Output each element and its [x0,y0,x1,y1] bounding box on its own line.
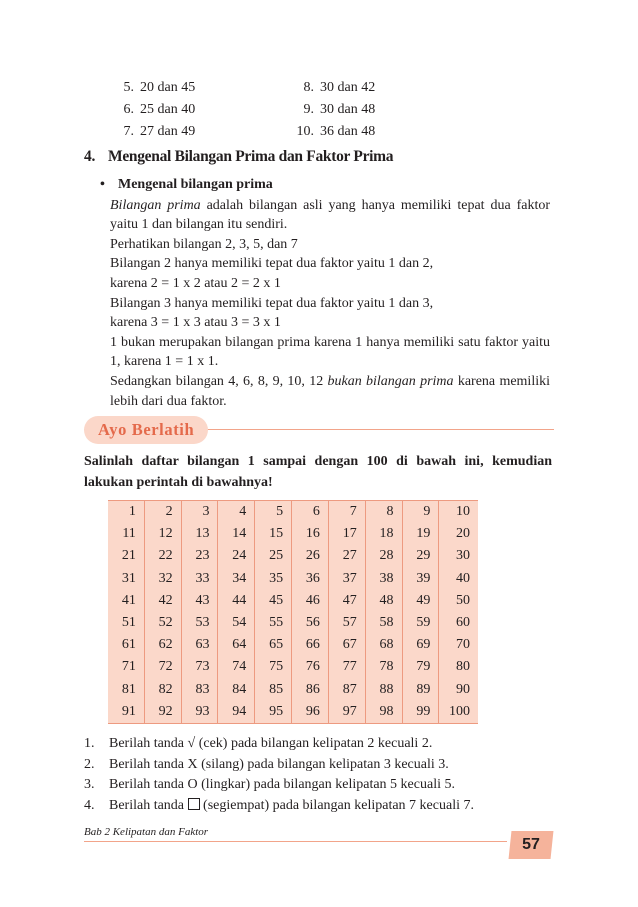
grid-cell: 59 [402,612,439,634]
table-row [108,634,478,656]
section-title: Mengenal Bilangan Prima dan Faktor Prima [108,148,394,165]
list-item [114,122,195,142]
grid-cell: 28 [365,545,402,567]
grid-cell: 90 [439,679,478,701]
task-number: 2. [84,756,95,772]
grid-cell: 2 [144,501,181,523]
grid-cell: 71 [121,659,136,675]
task-list [84,734,554,816]
grid-cell: 99 [402,701,439,723]
item-text: 30 dan 48 [320,102,376,117]
grid-cell: 21 [121,548,136,564]
table-row [108,656,478,678]
grid-cell: 61 [121,637,136,653]
body-line: Perhatikan bilangan 2, 3, 5, dan 7 [110,236,298,252]
table-row [108,545,478,567]
page-number-tab [509,831,554,859]
grid-cell: 97 [328,701,365,723]
grid-cell: 13 [181,523,218,545]
grid-cell: 45 [255,590,292,612]
grid-cell: 78 [365,656,402,678]
grid-cell: 88 [365,679,402,701]
grid-cell: 74 [218,656,255,678]
grid-cell: 93 [181,701,218,723]
list-item [114,78,195,98]
page-number: 57 [522,836,540,853]
grid-cell: 72 [144,656,181,678]
list-item [294,122,375,142]
grid-cell: 96 [292,701,329,723]
task-item [84,796,554,817]
grid-cell: 20 [439,523,478,545]
grid-cell: 26 [292,545,329,567]
grid-cell: 25 [255,545,292,567]
grid-cell: 89 [402,679,439,701]
grid-cell: 55 [255,612,292,634]
grid-cell: 22 [144,545,181,567]
grid-cell: 75 [255,656,292,678]
grid-cell: 23 [181,545,218,567]
list-item [294,100,375,120]
task-number: 3. [84,777,95,792]
body-paragraph [110,372,550,411]
exercise-badge: Ayo Berlatih [84,416,208,444]
table-row [108,501,478,523]
task-text: Berilah tanda X (silang) pada bilangan kelipatan 3 kecuali 3. [109,756,449,772]
table-row [108,590,478,612]
grid-cell: 67 [328,634,365,656]
grid-cell: 56 [292,612,329,634]
definition-text: adalah bilangan asli yang hanya memiliki tepat dua faktor yaitu 1 dan bilangan itu sendiri. [110,197,550,233]
grid-cell: 100 [439,701,478,723]
grid-cell: 46 [292,590,329,612]
grid-cell: 85 [255,679,292,701]
grid-cell: 43 [181,590,218,612]
grid-cell: 95 [255,701,292,723]
task-text: Berilah tanda [109,797,188,813]
grid-cell: 3 [181,501,218,523]
grid-cell: 38 [365,568,402,590]
grid-cell: 94 [218,701,255,723]
grid-cell: 37 [328,568,365,590]
grid-cell: 49 [402,590,439,612]
grid-cell: 54 [218,612,255,634]
table-row [108,612,478,634]
grid-cell: 15 [255,523,292,545]
item-number: 10. [296,124,314,139]
item-text: 27 dan 49 [140,124,196,139]
task-item [84,755,554,776]
grid-cell: 16 [292,523,329,545]
grid-cell: 62 [144,634,181,656]
body-line: karena 2 = 1 x 2 atau 2 = 2 x 1 [110,275,281,291]
grid-cell: 10 [439,501,478,523]
grid-cell: 84 [218,679,255,701]
task-text: Berilah tanda O (lingkar) pada bilangan kelipatan 5 kecuali 5. [109,777,455,792]
body-line: karena 3 = 1 x 3 atau 3 = 3 x 1 [110,315,281,331]
grid-cell: 70 [439,634,478,656]
grid-cell: 52 [144,612,181,634]
grid-cell: 51 [121,615,136,631]
exercise-instruction: Salinlah daftar bilangan 1 sampai dengan 100 di bawah ini, kemudian lakukan perintah di bawahnya! [84,454,552,490]
grid-cell: 12 [144,523,181,545]
grid-cell: 9 [402,501,439,523]
subheading [100,175,550,195]
grid-cell: 66 [292,634,329,656]
grid-cell: 69 [402,634,439,656]
grid-cell: 39 [402,568,439,590]
grid-cell: 92 [144,701,181,723]
grid-cell: 48 [365,590,402,612]
grid-cell: 6 [292,501,329,523]
section-heading [84,148,393,166]
grid-cell: 30 [439,545,478,567]
grid-cell: 34 [218,568,255,590]
grid-cell: 76 [292,656,329,678]
number-grid [108,500,478,724]
definition-term: Bilangan prima [110,197,201,213]
grid-cell: 42 [144,590,181,612]
bullet-icon: • [100,177,105,192]
task-text: (segiempat) pada bilangan kelipatan 7 kecuali 7. [199,797,474,813]
grid-cell: 65 [255,634,292,656]
grid-cell: 81 [121,681,136,697]
item-number: 7. [123,124,134,139]
item-text: 25 dan 40 [140,102,196,117]
grid-cell: 1 [128,504,136,520]
grid-cell: 63 [181,634,218,656]
body-paragraph: 1 bukan merupakan bilangan prima karena 1 hanya memiliki satu faktor yaitu 1, karena 1 = 1 x 1. [110,334,550,370]
section-body [98,175,550,411]
subheading-text: Mengenal bilangan prima [118,177,273,192]
grid-cell: 24 [218,545,255,567]
grid-cell: 7 [328,501,365,523]
grid-cell: 44 [218,590,255,612]
table-row [108,568,478,590]
grid-cell: 91 [121,703,136,719]
grid-cell: 50 [439,590,478,612]
grid-cell: 68 [365,634,402,656]
task-number: 1. [84,736,95,751]
grid-cell: 79 [402,656,439,678]
grid-cell: 87 [328,679,365,701]
grid-cell: 27 [328,545,365,567]
emphasis-text: bukan bilangan prima [327,373,454,389]
grid-cell: 41 [121,592,136,608]
grid-cell: 77 [328,656,365,678]
grid-cell: 80 [439,656,478,678]
grid-cell: 11 [122,526,136,542]
item-number: 8. [303,80,314,95]
grid-cell: 35 [255,568,292,590]
grid-cell: 36 [292,568,329,590]
task-item [84,775,554,796]
paragraph-text: Sedangkan bilangan 4, 6, 8, 9, 10, 12 [110,373,328,389]
grid-cell: 19 [402,523,439,545]
table-row [108,523,478,545]
task-item [84,734,554,755]
item-number: 5. [123,80,134,95]
grid-cell: 58 [365,612,402,634]
grid-cell: 98 [365,701,402,723]
chapter-footer: Bab 2 Kelipatan dan Faktor [84,826,209,838]
grid-cell: 17 [328,523,365,545]
grid-cell: 83 [181,679,218,701]
grid-cell: 29 [402,545,439,567]
grid-cell: 32 [144,568,181,590]
square-outline-icon [188,798,200,810]
item-number: 6. [123,102,134,117]
number-table [108,501,478,723]
item-text: 20 dan 45 [140,80,196,95]
exercise-header [84,416,554,444]
grid-cell: 33 [181,568,218,590]
task-text: Berilah tanda √ (cek) pada bilangan kelipatan 2 kecuali 2. [109,736,433,751]
list-item [114,100,195,120]
grid-cell: 31 [121,570,136,586]
item-text: 36 dan 48 [320,124,376,139]
grid-cell: 60 [439,612,478,634]
table-row [108,701,478,723]
section-number: 4. [84,148,96,165]
grid-cell: 40 [439,568,478,590]
grid-cell: 4 [218,501,255,523]
footer-divider [84,841,507,842]
grid-cell: 18 [365,523,402,545]
grid-cell: 64 [218,634,255,656]
table-row [108,679,478,701]
body-line: Bilangan 2 hanya memiliki tepat dua faktor yaitu 1 dan 2, [110,256,434,272]
item-text: 30 dan 42 [320,80,376,95]
grid-cell: 82 [144,679,181,701]
grid-cell: 47 [328,590,365,612]
list-item [294,78,375,98]
grid-cell: 8 [365,501,402,523]
task-number: 4. [84,797,95,813]
paragraph-text: karena memiliki lebih dari dua faktor. [110,373,550,409]
grid-cell: 86 [292,679,329,701]
grid-cell: 14 [218,523,255,545]
item-number: 9. [303,102,314,117]
grid-cell: 53 [181,612,218,634]
grid-cell: 73 [181,656,218,678]
grid-cell: 5 [255,501,292,523]
grid-cell: 57 [328,612,365,634]
definition-paragraph [110,196,550,235]
body-line: Bilangan 3 hanya memiliki tepat dua faktor yaitu 1 dan 3, [110,295,434,311]
